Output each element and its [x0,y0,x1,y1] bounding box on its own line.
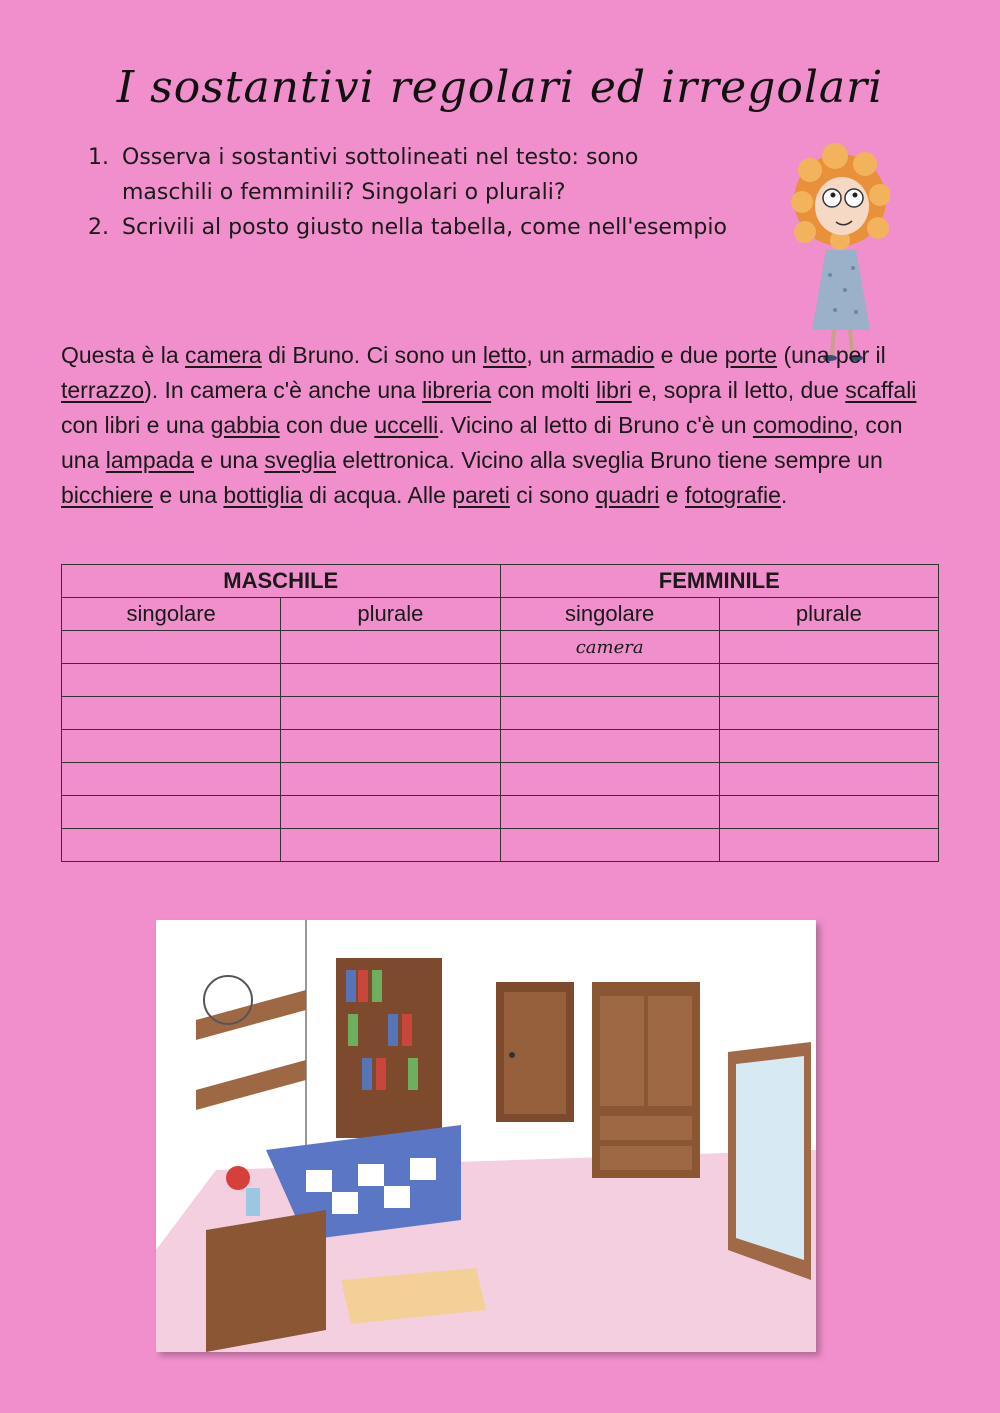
answer-cell[interactable] [500,829,719,862]
instruction-item [88,140,728,210]
story-paragraph [61,338,941,513]
answer-cell[interactable] [281,697,500,730]
text-segment: con due [279,412,375,438]
underlined-noun: lampada [105,447,194,473]
instruction-number: 2. [88,215,109,240]
answer-cell[interactable] [62,796,281,829]
text-segment: e due [654,342,725,368]
answer-cell[interactable] [719,796,938,829]
subheader-cell: singolare [500,598,719,631]
underlined-noun: camera [185,342,262,368]
table-row [62,763,939,796]
underlined-noun: comodino [752,412,853,438]
underlined-noun: sveglia [264,447,336,473]
underlined-noun: quadri [595,482,660,508]
table-row [62,664,939,697]
answer-cell[interactable] [62,730,281,763]
text-segment: e una [194,447,265,473]
subheader-cell: plurale [281,598,500,631]
text-segment: ). In camera c'è anche una [144,377,423,403]
underlined-noun: letto [482,342,527,368]
answer-cell[interactable] [281,631,500,664]
noun-table [61,564,939,862]
answer-cell[interactable] [719,763,938,796]
subheader-cell: singolare [62,598,281,631]
answer-cell[interactable] [719,697,938,730]
answer-cell[interactable] [500,664,719,697]
underlined-noun: uccelli [374,412,439,438]
underlined-noun: bicchiere [61,482,154,508]
text-segment: con molti [491,377,596,403]
answer-cell[interactable] [62,697,281,730]
underlined-noun: terrazzo [61,377,145,403]
header-maschile: MASCHILE [62,565,501,598]
answer-cell[interactable] [500,697,719,730]
text-segment: con libri e una [61,412,211,438]
text-segment: , un [526,342,572,368]
answer-cell[interactable] [719,631,938,664]
underlined-noun: bottiglia [223,482,303,508]
underlined-noun: pareti [452,482,510,508]
instruction-number: 1. [88,145,109,170]
instructions-list [88,140,728,245]
underlined-noun: libreria [422,377,492,403]
answer-cell[interactable] [500,796,719,829]
instruction-text: Scrivili al posto giusto nella tabella, come nell'esempio [122,215,727,240]
table-row [62,730,939,763]
text-segment: e [659,482,685,508]
text-segment: . Vicino al letto di Bruno c'è un [438,412,753,438]
answer-cell[interactable] [719,730,938,763]
text-segment: elettronica. Vicino alla sveglia Bruno tiene sempre un [335,447,883,473]
text-segment: e una [153,482,224,508]
answer-cell[interactable] [500,730,719,763]
table-row [62,829,939,862]
bedroom-illustration [156,920,816,1352]
answer-cell[interactable] [62,631,281,664]
underlined-noun: scaffali [845,377,917,403]
subheader-row [62,598,939,631]
instruction-item [88,210,728,245]
group-header-row [62,565,939,598]
underlined-noun: porte [724,342,778,368]
table-row [62,796,939,829]
answer-cell[interactable] [281,763,500,796]
underlined-noun: armadio [571,342,655,368]
page-title: I sostantivi regolari ed irregolari [116,62,884,113]
answer-cell[interactable] [500,763,719,796]
answer-cell[interactable] [281,829,500,862]
text-segment: ci sono [509,482,596,508]
text-segment: Questa è la [61,342,186,368]
answer-cell[interactable] [719,829,938,862]
answer-cell[interactable] [719,664,938,697]
text-segment: , con una [61,412,903,473]
text-segment: di Bruno. Ci sono un [261,342,483,368]
table-row [62,631,939,664]
underlined-noun: libri [595,377,632,403]
answer-cell[interactable] [281,796,500,829]
answer-cell[interactable] [62,664,281,697]
subheader-cell: plurale [719,598,938,631]
text-segment: di acqua. Alle [302,482,453,508]
underlined-noun: gabbia [210,412,280,438]
header-femminile: FEMMINILE [500,565,939,598]
instruction-text: Osserva i sostantivi sottolineati nel testo: sono maschili o femminili? Singolari o plurali? [122,145,639,205]
curly-girl-illustration [790,140,890,365]
answer-cell[interactable] [281,730,500,763]
example-cell: camera [500,631,719,664]
table-row [62,697,939,730]
answer-cell[interactable] [62,763,281,796]
text-segment: e, sopra il letto, due [631,377,846,403]
answer-cell[interactable] [62,829,281,862]
answer-cell[interactable] [281,664,500,697]
text-segment: . [780,482,788,508]
text-segment: (una per il [777,342,886,368]
underlined-noun: fotografie [685,482,781,508]
